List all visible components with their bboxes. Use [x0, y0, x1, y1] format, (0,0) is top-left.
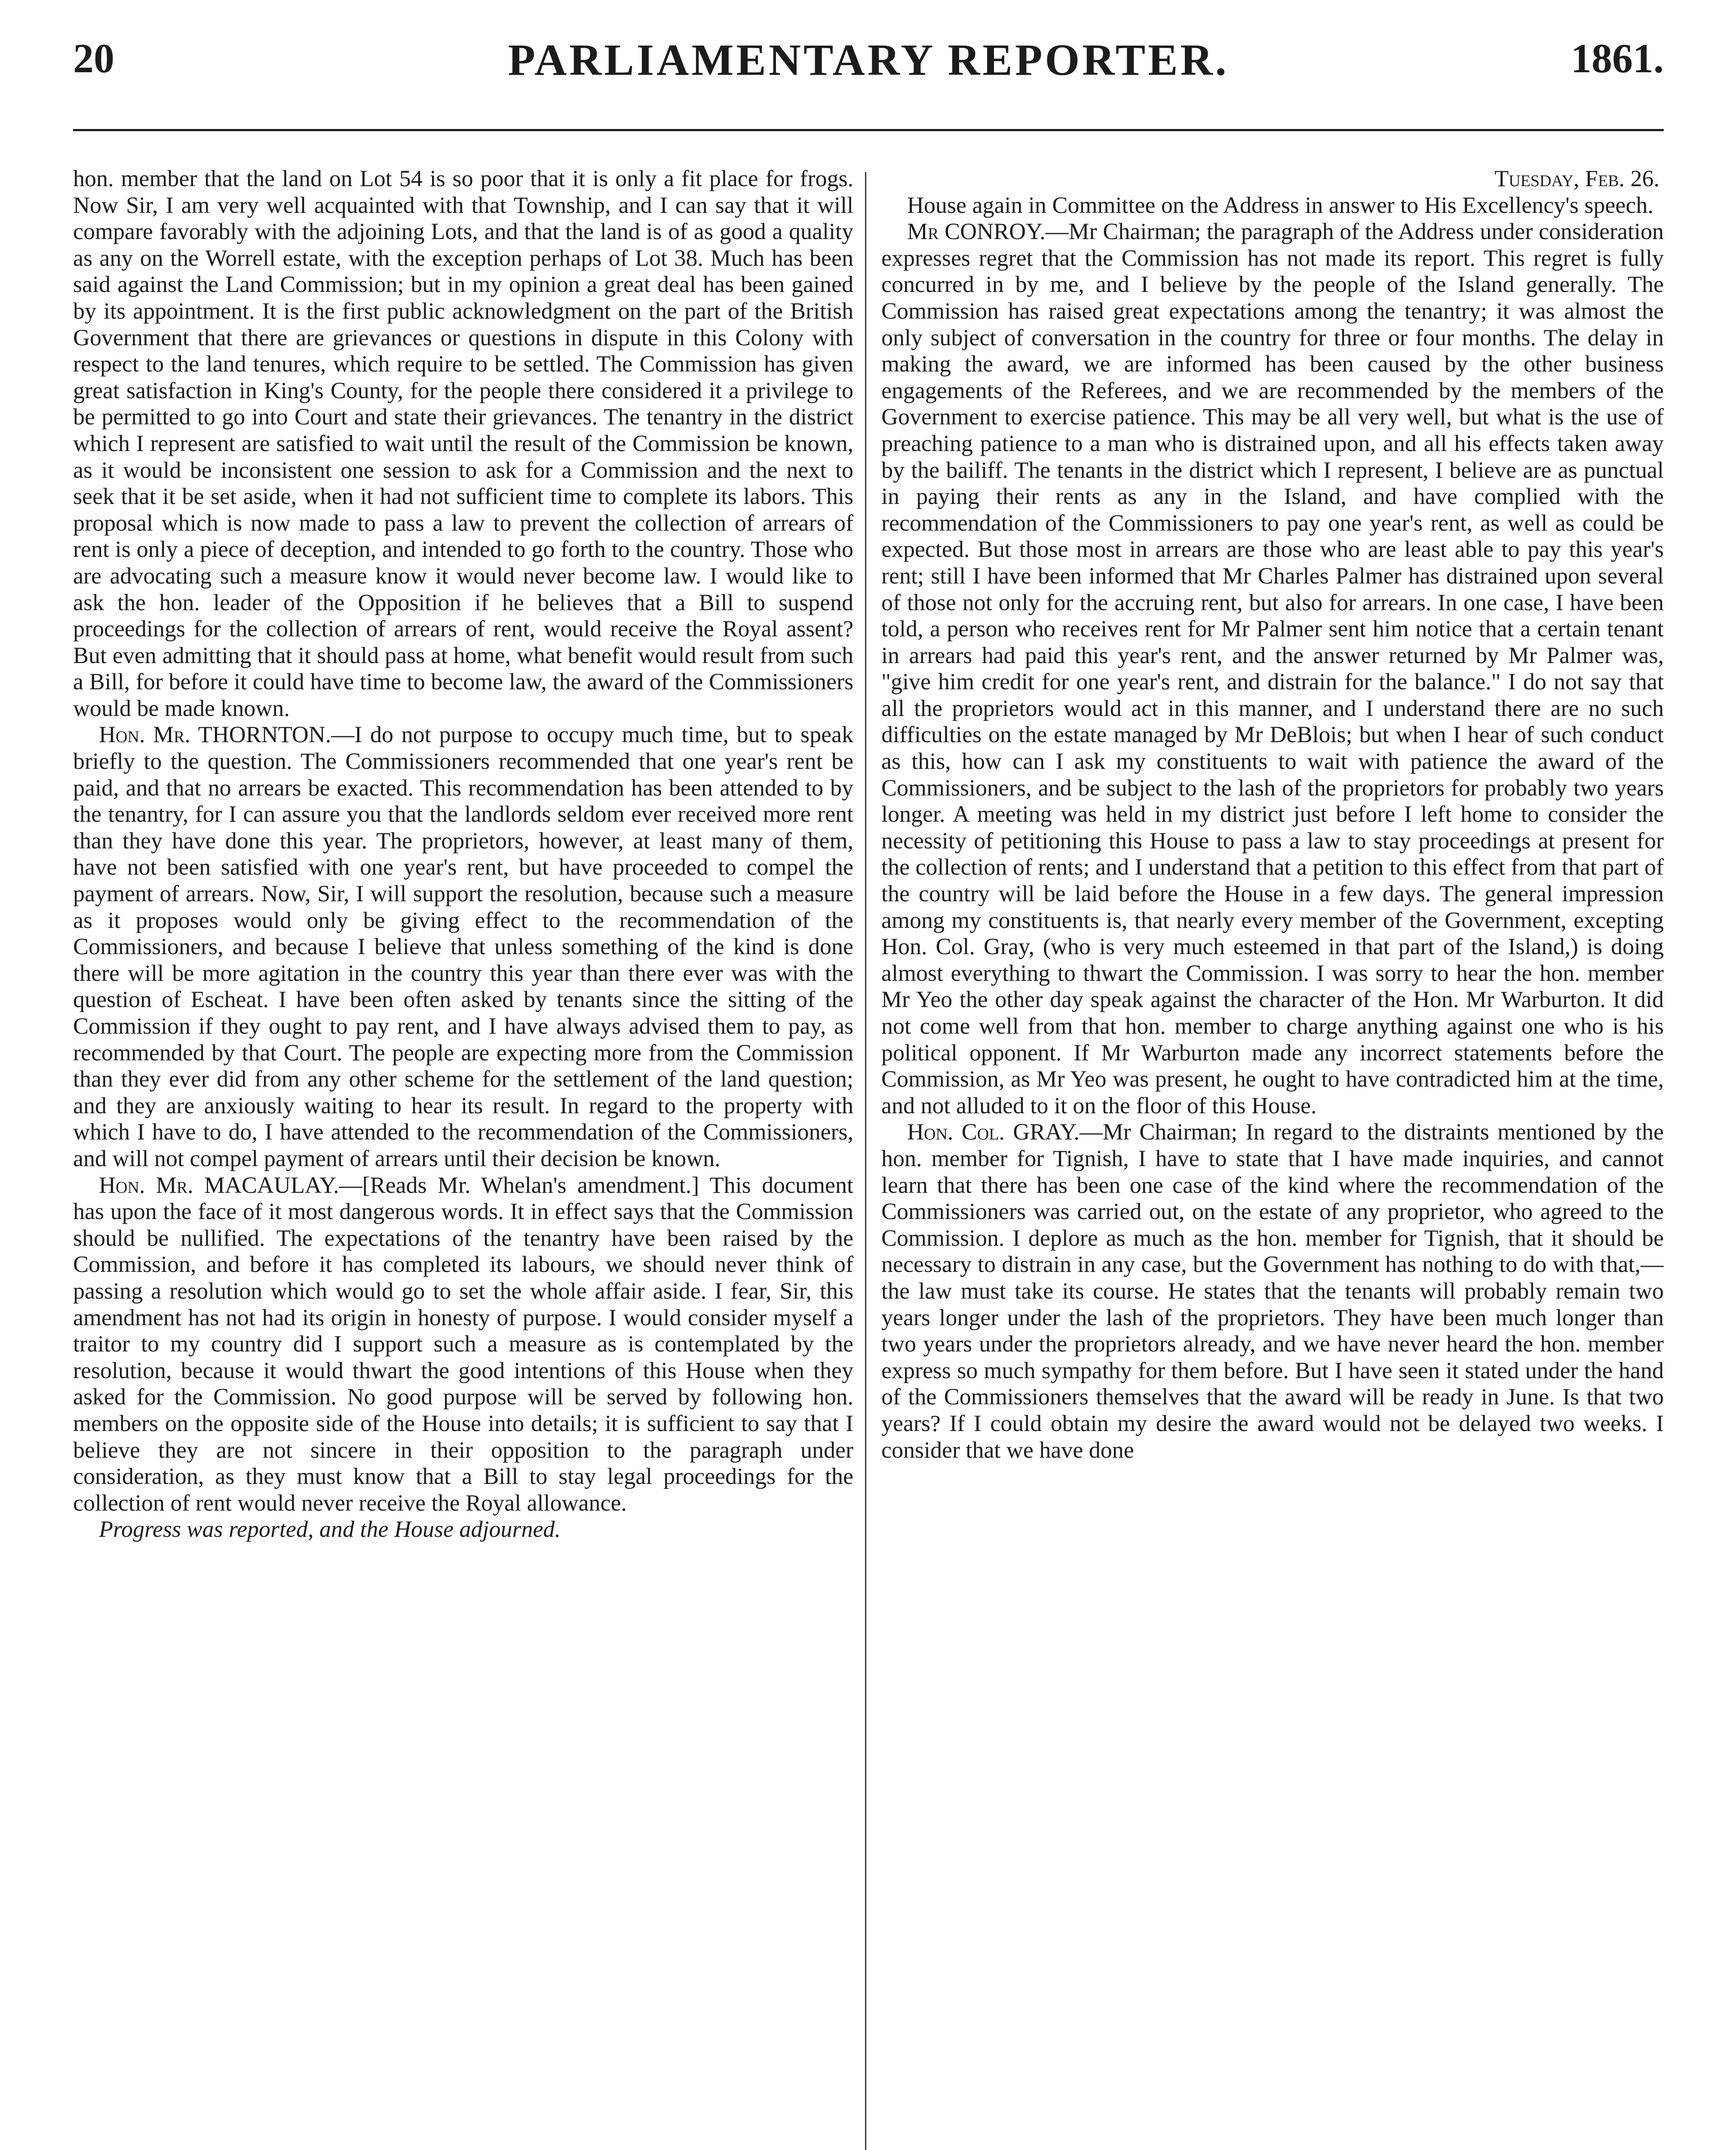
speech-text: —Mr Chairman; the paragraph of the Address under consideration expresses regret that the Commission has not made its report. This regret is fully concurred in by me, and I believe by the people of the Island generally. The Commission has raised great expectations among the tenantry; it was almost the only subject of conversation in the country for three or four months. The delay in making the award, we are informed has been caused by the other business engagements of the Referees, and we are recommended by the members of the Government to exercise patience. This may be all very well, but what is the use of preaching patience to a man who is distrained upon, and all his effects taken away by the bailiff. The tenants in the district which I represent, I believe are as punctual in paying their rents as any in the Island, and have complied with the recommendation of the Commissioners to pay one year's rent, as well as could be expected. But those most in arrears are those who are least able to pay this year's rent; still I have been informed that Mr Charles Palmer has distrained upon several of those not only for the accruing rent, but also for arrears. In one case, I have been told, a person who receives rent for Mr Palmer sent him notice that a certain tenant in arrears had paid this year's rent, and the answer returned by Mr Palmer was, "give him credit for one year's rent, and distrain for the balance." I do not say that all the proprietors would act in this manner, and I understand there are no such difficulties on the estate managed by Mr DeBlois; but when I hear of such conduct as this, how can I ask my constituents to wait with patience the award of the Commissioners, and be subject to the lash of the proprietors for probably two years longer. A meeting was held in my district just before I left home to consider the necessity of petitioning this House to pass a law to stay proceedings at present for the collection of rents; and I understand that a petition to this effect from that part of the country will be laid before the House in a few days. The general impression among my constituents is, that nearly every member of the Government, excepting Hon. Col. Gray, (who is very much esteemed in that part of the Island,) is doing almost everything to thwart the Commission. I was sorry to hear the hon. member Mr Yeo the other day speak against the character of the Hon. Mr Warburton. It did not come well from that hon. member to charge anything against one who is his political opponent. If Mr Warburton made any incorrect statements before the Commission, as Mr Yeo was present, he ought to have contradicted him at the time, and not alluded to it on the floor of this House. [881, 218, 1664, 1118]
speaker-name: Hon. Col. GRAY. [907, 1119, 1080, 1145]
column-divider [865, 172, 866, 2150]
paragraph [881, 1119, 1664, 1463]
header-year: 1861. [1571, 35, 1664, 81]
page-header [73, 30, 1664, 90]
speaker-name: Mr CONROY. [907, 218, 1046, 245]
paragraph [73, 722, 853, 1172]
closing-line: Progress was reported, and the House adjourned. [99, 1516, 561, 1542]
page-number: 20 [73, 35, 114, 81]
paragraph [881, 218, 1664, 1119]
speech-text: —Mr Chairman; In regard to the distraints mentioned by the hon. member for Tignish, I have to state that I have made inquiries, and cannot learn that there has been one case of the kind where the recommendation of the Commissioners was carried out, on the estate of any proprietor, who agreed to the Commission. I deplore as much as the hon. member for Tignish, that it should be necessary to distrain in any case, but the Government has nothing to do with that,—the law must take its course. He states that the tenants will probably remain two years longer under the lash of the proprietors. They have been much longer than two years under the proprietors already, and we have never heard the hon. member express so much sympathy for them before. But I have seen it stated under the hand of the Commissioners themselves that the award will be ready in June. Is that two years? If I could obtain my desire the award would not be delayed two weeks. I consider that we have done [881, 1119, 1664, 1463]
speech-text: —I do not purpose to occupy much time, but to speak briefly to the question. The Commissioners recommended that one year's rent be paid, and that no arrears be exacted. This recommendation has been attended to by the tenantry, for I can assure you that the landlords seldom ever received more rent than they have done this year. The proprietors, however, at least many of them, have not been satisfied with one year's rent, but have proceeded to compel the payment of arrears. Now, Sir, I will support the resolution, because such a measure as it proposes would only be giving effect to the recommendation of the Commissioners, and because I believe that unless something of the kind is done there will be more agitation in the country this year than there ever was with the question of Escheat. I have been often asked by tenants since the sitting of the Commission if they ought to pay rent, and I have always advised them to pay, as recommended by that Court. The people are expecting more from the Commission than they ever did from any other scheme for the settlement of the land question; and they are anxiously waiting to hear its result. In regard to the property with which I have to do, I have attended to the recommendation of the Commissioners, and will not compel payment of arrears until their decision be known. [73, 722, 853, 1171]
paragraph [73, 1172, 853, 1517]
header-rule [73, 129, 1664, 131]
speech-text: —[Reads Mr. Whelan's amendment.] This document has upon the face of it most dangerous words. It in effect says that the Commission should be nullified. The expectations of the tenantry have been raised by the Commission, and before it has completed its labours, we should never think of passing a resolution which would go to set the whole affair aside. I fear, Sir, this amendment has not had its origin in honesty of purpose. I would consider myself a traitor to my country did I support such a measure as is contemplated by the resolution, because it would thwart the good intentions of this House when they asked for the Commission. No good purpose will be served by following hon. members on the opposite side of the House into details; it is sufficient to say that I believe they are not sincere in their opposition to the paragraph under consideration, as they must know that a Bill to stay legal proceedings for the collection of rent would never receive the Royal allowance. [73, 1172, 853, 1516]
paragraph: hon. member that the land on Lot 54 is so poor that it is only a fit place for frogs. Now Sir, I am very well acquainted with that Township, and I can say that it will compare favorably with the adjoining Lots, and that the land is of as good a quality as any on the Worrell estate, with the exception perhaps of Lot 38. Much has been said against the Land Commission; but in my opinion a great deal has been gained by its appointment. It is the first public acknowledgment on the part of the British Government that there are grievances or questions in dispute in this Colony with respect to the land tenures, which require to be settled. The Commission has given great satisfaction in King's County, for the people there considered it a privilege to be permitted to go into Court and state their grievances. The tenantry in the district which I represent are satisfied to wait until the result of the Commission be known, as it would be inconsistent one session to ask for a Commission and the next to seek that it be set aside, when it had not sufficient time to complete its labors. This proposal which is now made to pass a law to prevent the collection of arrears of rent is only a piece of deception, and intended to go forth to the country. Those who are advocating such a measure know it would never become law. I would like to ask the hon. leader of the Opposition if he believes that a Bill to suspend proceedings for the collection of arrears of rent, would receive the Royal assent? But even admitting that it should pass at home, what benefit would result from such a Bill, for before it could have time to become law, the award of the Commissioners would be made known. [73, 166, 853, 721]
speaker-name: Hon. Mr. MACAULAY. [99, 1172, 339, 1198]
speaker-name: Hon. Mr. THORNTON. [99, 722, 331, 748]
dateline: Tuesday, Feb. 26. [1494, 166, 1659, 191]
left-column [73, 166, 853, 2150]
paragraph: House again in Committee on the Address in answer to His Excellency's speech. [907, 192, 1653, 218]
right-column [881, 166, 1664, 2150]
running-title: PARLIAMENTARY REPORTER. [508, 35, 1229, 85]
